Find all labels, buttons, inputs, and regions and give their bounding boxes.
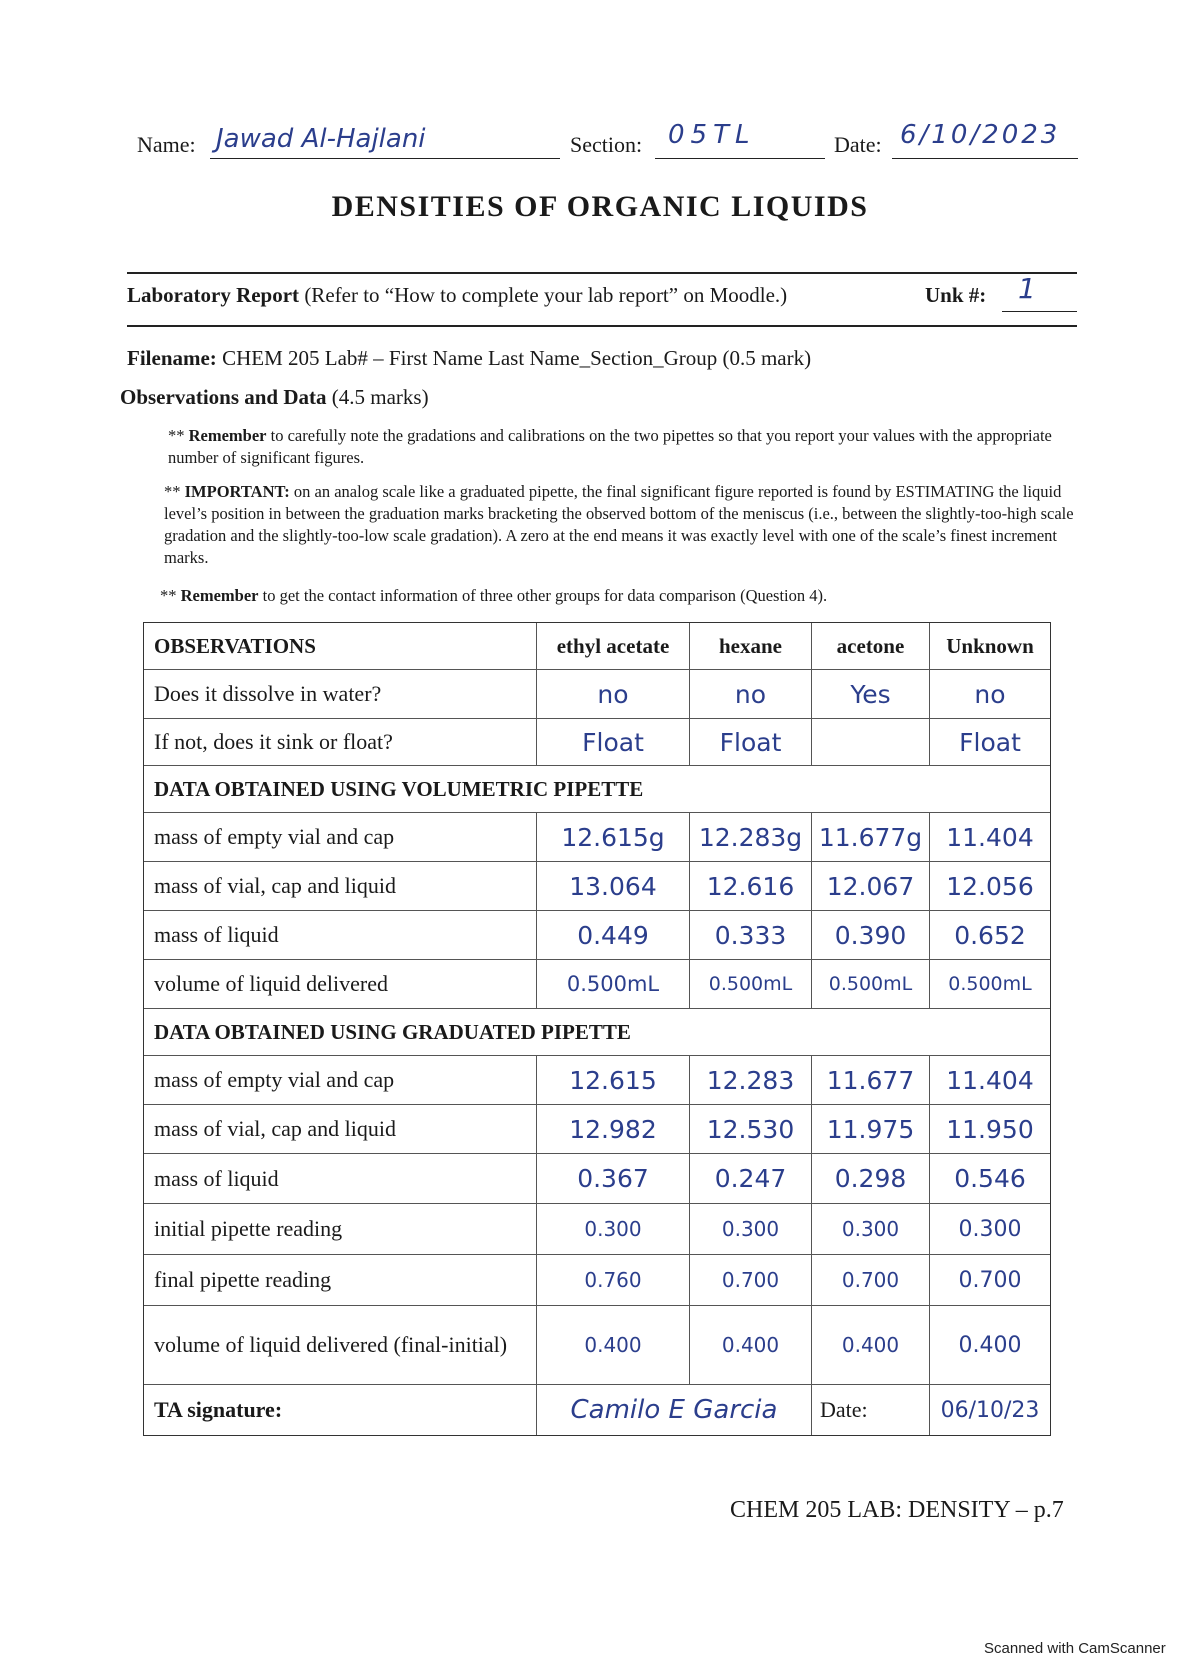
col-observations: OBSERVATIONS — [154, 633, 316, 658]
volumetric-section-heading — [144, 765, 1050, 812]
row-label: mass of vial, cap and liquid — [154, 873, 396, 898]
cell-value: 0.700 — [958, 1267, 1022, 1293]
page-title: DENSITIES OF ORGANIC LIQUIDS — [331, 190, 869, 223]
row-label: final pipette reading — [154, 1267, 332, 1292]
cell-value: 0.390 — [834, 920, 907, 950]
table-row — [144, 669, 1050, 718]
note-bold: Remember — [188, 426, 267, 445]
table-row — [144, 861, 1050, 910]
cell-value: 12.616 — [706, 871, 795, 901]
row-label: mass of empty vial and cap — [154, 824, 395, 849]
row-label: mass of liquid — [154, 1165, 279, 1191]
cell-value: 0.400 — [721, 1333, 780, 1357]
cell-value: 0.400 — [584, 1333, 642, 1357]
cell-value: 0.300 — [958, 1216, 1022, 1242]
cell-value: 12.615g — [561, 822, 665, 852]
filename-rest: CHEM 205 Lab# – First Name Last Name_Section_Group (0.5 mark) — [216, 346, 812, 370]
lab-report-line — [127, 283, 787, 308]
section-value: 05TL — [668, 120, 756, 150]
cell-value: 0.449 — [577, 920, 649, 950]
rule-top — [127, 272, 1077, 274]
unk-label: Unk #: — [925, 283, 987, 307]
table-row — [144, 718, 1050, 765]
note-text: on an analog scale like a graduated pipette, the final significant figure reported is found by ESTIMATING the liquid level’s position in between the graduation marks bracketing the observed bottom of the meniscus (i.e., between the slightly-too-high scale gradation and the slightly-too-low scale gradation). A zero at the end means it was exactly level with one of the scale’s finest increment marks. — [164, 482, 1074, 567]
filename-line — [127, 346, 811, 371]
row-label: volume of liquid delivered (final-initial) — [154, 1332, 508, 1357]
cell-value: 11.975 — [826, 1114, 915, 1144]
ta-date-label: Date: — [811, 1385, 929, 1435]
cell-value: no — [734, 679, 767, 709]
cell-value: 12.067 — [826, 871, 915, 901]
note-prefix: ** — [168, 426, 189, 445]
cell-value: 0.300 — [721, 1217, 780, 1241]
cell-value: 11.677g — [818, 822, 923, 852]
section-heading-text: DATA OBTAINED USING VOLUMETRIC PIPETTE — [154, 776, 644, 801]
ta-signature-label: TA signature: — [154, 1397, 283, 1422]
cell-value: 0.300 — [584, 1217, 642, 1241]
cell-value: Yes — [850, 679, 891, 709]
col-unknown: Unknown — [929, 623, 1050, 669]
cell-value: Float — [719, 727, 782, 757]
cell-value: 11.950 — [946, 1114, 1034, 1144]
table-row — [144, 1254, 1050, 1305]
observations-bold: Observations and Data — [120, 385, 327, 409]
cell-value: Float — [582, 727, 644, 757]
cell-value: 0.760 — [584, 1268, 642, 1292]
cell-value: 12.615 — [569, 1065, 657, 1095]
ta-signature: Camilo E Garcia — [570, 1395, 778, 1425]
cell-value: 0.400 — [958, 1332, 1022, 1358]
graduated-section-heading — [144, 1008, 1050, 1055]
cell-value: 0.700 — [841, 1268, 900, 1292]
col-ethyl-acetate: ethyl acetate — [536, 623, 689, 669]
cell-value: 0.500mL — [948, 973, 1032, 995]
cell-value: 12.982 — [569, 1114, 657, 1144]
cell-value: 0.500mL — [566, 972, 660, 996]
unk-value: 1 — [1018, 272, 1036, 305]
table-row — [144, 1104, 1050, 1153]
ta-date-value: 06/10/23 — [940, 1397, 1040, 1423]
table-row — [144, 812, 1050, 861]
cell-value: Float — [959, 727, 1021, 757]
page-footer: CHEM 205 LAB: DENSITY – p.7 — [730, 1497, 1064, 1523]
cell-value: 12.530 — [706, 1114, 795, 1144]
cell-value: 0.367 — [577, 1164, 649, 1193]
cell-value: no — [597, 679, 629, 709]
rule-bottom — [127, 325, 1077, 327]
table-row — [144, 959, 1050, 1008]
name-label: Name: — [137, 132, 196, 157]
row-label: mass of vial, cap and liquid — [154, 1116, 396, 1141]
row-label: volume of liquid delivered — [154, 971, 388, 996]
cell-value: no — [974, 679, 1006, 709]
table-row — [144, 1055, 1050, 1104]
lab-report-bold: Laboratory Report — [127, 283, 300, 307]
cell-value: 0.247 — [714, 1164, 787, 1193]
table-row — [144, 910, 1050, 959]
table-row — [144, 1203, 1050, 1254]
note-text: to get the contact information of three other groups for data comparison (Question 4). — [258, 586, 828, 605]
cell-value: 12.283g — [698, 822, 803, 852]
row-label: mass of liquid — [154, 922, 279, 947]
cell-value: 0.500mL — [828, 973, 913, 995]
cell-value: 0.652 — [954, 920, 1026, 950]
note-remember-2 — [160, 585, 1080, 607]
date-value: 6/10/2023 — [900, 120, 1061, 150]
col-hexane: hexane — [689, 623, 811, 669]
lab-report-rest: (Refer to “How to complete your lab report” on Moodle.) — [299, 283, 788, 307]
data-table — [143, 622, 1051, 1436]
note-remember-1 — [168, 425, 1080, 469]
cell-value: 12.056 — [946, 871, 1034, 901]
note-important — [164, 481, 1080, 569]
cell-value: 0.700 — [721, 1268, 780, 1292]
cell-value: 0.400 — [841, 1333, 900, 1357]
table-row — [144, 1153, 1050, 1203]
note-bold: IMPORTANT: — [184, 482, 290, 501]
filename-bold: Filename: — [127, 346, 217, 370]
note-prefix: ** — [164, 482, 185, 501]
section-label: Section: — [570, 132, 643, 157]
row-label: initial pipette reading — [154, 1216, 343, 1241]
observations-rest: (4.5 marks) — [326, 385, 429, 409]
col-acetone: acetone — [811, 623, 929, 669]
row-label: Does it dissolve in water? — [154, 681, 382, 706]
note-prefix: ** — [160, 586, 181, 605]
cell-value: 0.298 — [834, 1164, 907, 1193]
cell-value: 12.283 — [706, 1065, 795, 1095]
cell-value: 0.333 — [714, 920, 787, 950]
cell-value: 11.404 — [946, 822, 1034, 852]
cell-value: 0.500mL — [708, 973, 793, 995]
cell-value: 0.546 — [954, 1164, 1026, 1193]
cell-value: 11.677 — [826, 1065, 915, 1095]
date-label: Date: — [834, 132, 882, 157]
observations-heading — [120, 385, 429, 410]
table-row — [144, 1305, 1050, 1384]
name-value: Jawad Al-Hajlani — [216, 124, 426, 154]
row-label: mass of empty vial and cap — [154, 1067, 395, 1092]
section-heading-text: DATA OBTAINED USING GRADUATED PIPETTE — [154, 1019, 631, 1044]
unk-line — [1002, 283, 1077, 312]
cell-value: 13.064 — [569, 871, 657, 901]
table-header-row — [144, 623, 1050, 669]
note-bold: Remember — [180, 586, 259, 605]
cell-value: 11.404 — [946, 1065, 1034, 1095]
ta-signature-row — [144, 1384, 1050, 1435]
note-text: to carefully note the gradations and calibrations on the two pipettes so that you report your values with the appropriate number of significant figures. — [168, 426, 1052, 467]
cell-value: 0.300 — [841, 1217, 900, 1241]
scanner-watermark: Scanned with CamScanner — [984, 1640, 1166, 1657]
row-label: If not, does it sink or float? — [154, 729, 393, 754]
